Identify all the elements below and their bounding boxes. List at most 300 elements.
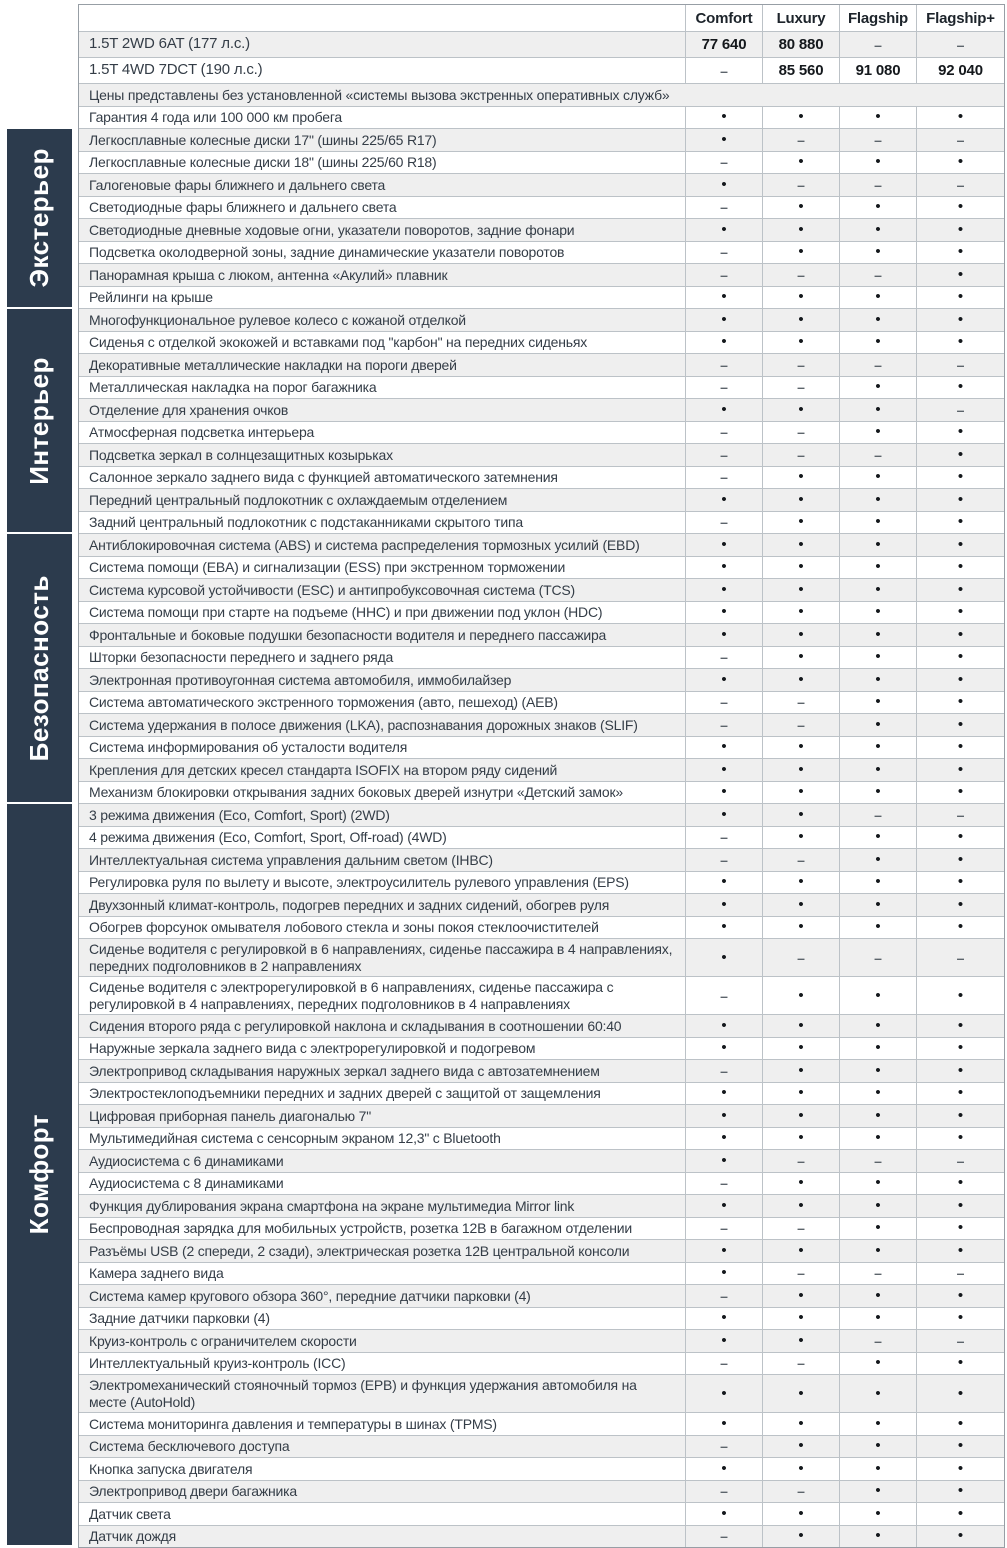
included-dot-icon: • <box>875 198 881 216</box>
included-dot-icon: • <box>721 1504 727 1522</box>
value-cell-flagship-plus <box>917 1481 1004 1503</box>
value-cell-luxury <box>763 242 840 264</box>
included-dot-icon: • <box>875 1414 881 1432</box>
value-cell-luxury <box>763 1105 840 1127</box>
not-available-dash: – <box>874 131 882 148</box>
included-dot-icon: • <box>957 1196 964 1214</box>
included-dot-icon: • <box>875 220 881 238</box>
value-cell-comfort <box>686 264 763 286</box>
not-available-dash: – <box>720 1287 728 1304</box>
included-dot-icon: • <box>957 1219 964 1237</box>
included-dot-icon: • <box>957 1016 964 1034</box>
feature-label: 4 режима движения (Eco, Comfort, Sport, Off-road) (4WD) <box>79 827 686 849</box>
included-dot-icon: • <box>798 805 804 823</box>
spec-row <box>79 354 1004 377</box>
value-cell-comfort <box>686 782 763 804</box>
not-available-dash: – <box>720 829 728 846</box>
feature-label: Крепления для детских кресел стандарта ISOFIX на втором ряду сидений <box>79 759 686 781</box>
included-dot-icon: • <box>875 1384 881 1402</box>
included-dot-icon: • <box>798 1196 804 1214</box>
value-cell-luxury <box>763 1481 840 1503</box>
value-cell-flagship-plus <box>917 557 1004 579</box>
included-dot-icon: • <box>875 490 881 508</box>
value-cell-flagship <box>840 579 917 601</box>
included-dot-icon: • <box>721 1084 727 1102</box>
value-cell-flagship <box>840 714 917 736</box>
value-cell-luxury <box>763 467 840 489</box>
feature-label: Электромеханический стояночный тормоз (EPB) и функция удержания автомобиля на месте (AutoHold) <box>79 1375 686 1412</box>
feature-label: Передний центральный подлокотник с охлаждаемым отделением <box>79 489 686 511</box>
value-cell-flagship <box>840 1038 917 1060</box>
included-dot-icon: • <box>957 1482 964 1500</box>
included-dot-icon: • <box>798 625 804 643</box>
included-dot-icon: • <box>875 1504 881 1522</box>
value-cell-luxury <box>763 174 840 196</box>
included-dot-icon: • <box>957 490 964 508</box>
feature-label: Механизм блокировки открывания задних боковых дверей изнутри «Детский замок» <box>79 782 686 804</box>
value-cell-flagship-plus <box>917 917 1004 939</box>
not-available-dash: – <box>720 851 728 868</box>
included-dot-icon: • <box>875 243 881 261</box>
value-cell-comfort <box>686 1150 763 1172</box>
value-cell-comfort <box>686 1240 763 1262</box>
value-cell-flagship <box>840 1105 917 1127</box>
value-cell-flagship <box>840 1481 917 1503</box>
not-available-dash: – <box>720 199 728 216</box>
value-cell-flagship <box>840 977 917 1014</box>
feature-label: Отделение для хранения очков <box>79 399 686 421</box>
included-dot-icon: • <box>798 580 804 598</box>
spec-row <box>79 849 1004 872</box>
value-cell-flagship-plus <box>917 977 1004 1014</box>
value-cell-flagship-plus <box>917 58 1004 83</box>
spec-row <box>79 602 1004 625</box>
value-cell-flagship-plus <box>917 894 1004 916</box>
spec-row <box>79 977 1004 1015</box>
included-dot-icon: • <box>798 1129 804 1147</box>
feature-label: Шторки безопасности переднего и заднего ряда <box>79 647 686 669</box>
feature-label: Легкосплавные колесные диски 17" (шины 225/65 R17) <box>79 129 686 151</box>
value-cell-flagship <box>840 58 917 83</box>
price-note-row <box>79 84 1004 107</box>
not-available-dash: – <box>956 1265 965 1282</box>
not-available-dash: – <box>720 1062 728 1079</box>
included-dot-icon: • <box>798 1331 804 1349</box>
value-cell-flagship <box>840 399 917 421</box>
feature-label: Обогрев форсунок омывателя лобового стекла и зоны покоя стеклоочистителей <box>79 917 686 939</box>
included-dot-icon: • <box>875 873 881 891</box>
feature-label: Система автоматического экстренного торможения (авто, пешеход) (AEB) <box>79 692 686 714</box>
included-dot-icon: • <box>721 1264 727 1282</box>
value-cell-comfort <box>686 692 763 714</box>
included-dot-icon: • <box>957 1459 964 1477</box>
value-cell-luxury <box>763 1375 840 1412</box>
not-available-dash: – <box>720 694 728 711</box>
spec-row <box>79 917 1004 940</box>
not-available-dash: – <box>797 424 805 441</box>
value-cell-luxury <box>763 107 840 129</box>
value-cell-flagship-plus <box>917 444 1004 466</box>
included-dot-icon: • <box>721 805 727 823</box>
value-cell-comfort <box>686 1060 763 1082</box>
included-dot-icon: • <box>798 243 804 261</box>
included-dot-icon: • <box>957 1354 964 1372</box>
value-cell-luxury <box>763 197 840 219</box>
not-available-dash: – <box>720 1528 728 1545</box>
value-cell-flagship <box>840 894 917 916</box>
value-cell-flagship <box>840 107 917 129</box>
value-cell-luxury <box>763 1330 840 1352</box>
value-cell-flagship-plus <box>917 1038 1004 1060</box>
included-dot-icon: • <box>798 513 804 531</box>
included-dot-icon: • <box>875 1084 881 1102</box>
spec-row <box>79 1458 1004 1481</box>
spec-row <box>79 1105 1004 1128</box>
included-dot-icon: • <box>957 1437 964 1455</box>
value-cell-flagship-plus <box>917 827 1004 849</box>
value-cell-luxury <box>763 1083 840 1105</box>
included-dot-icon: • <box>798 918 804 936</box>
spec-row <box>79 782 1004 805</box>
value-cell-comfort <box>686 1330 763 1352</box>
included-dot-icon: • <box>875 828 881 846</box>
included-dot-icon: • <box>798 310 804 328</box>
value-cell-comfort <box>686 1015 763 1037</box>
not-available-dash: – <box>720 1355 728 1372</box>
value-cell-luxury <box>763 1308 840 1330</box>
included-dot-icon: • <box>721 1196 727 1214</box>
not-available-dash: – <box>874 36 882 53</box>
feature-label: Светодиодные дневные ходовые огни, указатели поворотов, задние фонари <box>79 219 686 241</box>
included-dot-icon: • <box>957 1309 964 1327</box>
spec-row <box>79 512 1004 535</box>
not-available-dash: – <box>720 379 728 396</box>
value-cell-flagship-plus <box>917 32 1004 57</box>
value-cell-luxury <box>763 354 840 376</box>
included-dot-icon: • <box>798 1286 804 1304</box>
value-cell-luxury <box>763 714 840 736</box>
value-cell-comfort <box>686 827 763 849</box>
value-cell-flagship <box>840 849 917 871</box>
value-cell-flagship <box>840 129 917 151</box>
value-cell-flagship-plus <box>917 264 1004 286</box>
included-dot-icon: • <box>957 1286 964 1304</box>
included-dot-icon: • <box>798 1106 804 1124</box>
section-band-interior <box>7 309 72 532</box>
included-dot-icon: • <box>798 153 804 171</box>
feature-label: Светодиодные фары ближнего и дальнего света <box>79 197 686 219</box>
included-dot-icon: • <box>957 1174 964 1192</box>
included-dot-icon: • <box>875 423 881 441</box>
not-available-dash: – <box>797 356 805 373</box>
included-dot-icon: • <box>875 1286 881 1304</box>
value-cell-comfort <box>686 174 763 196</box>
included-dot-icon: • <box>798 1414 804 1432</box>
value-cell-flagship-plus <box>917 1458 1004 1480</box>
included-dot-icon: • <box>798 288 804 306</box>
column-header-luxury: Luxury <box>763 5 840 31</box>
value-cell-luxury <box>763 1038 840 1060</box>
value-cell-luxury <box>763 827 840 849</box>
included-dot-icon: • <box>798 1384 804 1402</box>
not-available-dash: – <box>720 716 728 733</box>
value-cell-flagship <box>840 647 917 669</box>
not-available-dash: – <box>956 806 965 823</box>
value-cell-luxury <box>763 1263 840 1285</box>
value-cell-luxury <box>763 1060 840 1082</box>
value-cell-flagship <box>840 1330 917 1352</box>
included-dot-icon: • <box>721 738 727 756</box>
value-cell-luxury <box>763 759 840 781</box>
spec-row <box>79 827 1004 850</box>
value-cell-comfort <box>686 242 763 264</box>
not-available-dash: – <box>720 424 728 441</box>
value-cell-comfort <box>686 219 763 241</box>
included-dot-icon: • <box>798 535 804 553</box>
included-dot-icon: • <box>957 265 964 283</box>
value-cell-flagship <box>840 1436 917 1458</box>
included-dot-icon: • <box>721 400 727 418</box>
feature-label: Сиденье водителя с регулировкой в 6 направлениях, сиденье пассажира в 4 направлениях, передних подголовников в 2 направлениях <box>79 939 686 976</box>
value-cell-comfort <box>686 579 763 601</box>
not-available-dash: – <box>720 62 728 79</box>
value-cell-comfort <box>686 624 763 646</box>
value-cell-flagship-plus <box>917 737 1004 759</box>
included-dot-icon: • <box>957 873 964 891</box>
value-cell-comfort <box>686 489 763 511</box>
included-dot-icon: • <box>957 670 964 688</box>
not-available-dash: – <box>720 244 728 261</box>
not-available-dash: – <box>720 987 728 1004</box>
spec-row <box>79 444 1004 467</box>
feature-label: Кнопка запуска двигателя <box>79 1458 686 1480</box>
spec-row <box>79 309 1004 332</box>
included-dot-icon: • <box>957 1384 964 1402</box>
value-cell-flagship <box>840 917 917 939</box>
included-dot-icon: • <box>957 445 964 463</box>
value-cell-flagship <box>840 1195 917 1217</box>
value-cell-flagship-plus <box>917 692 1004 714</box>
value-cell-flagship-plus <box>917 1375 1004 1412</box>
value-cell-luxury <box>763 534 840 556</box>
not-available-dash: – <box>797 446 805 463</box>
included-dot-icon: • <box>875 850 881 868</box>
spec-row <box>79 1330 1004 1353</box>
value-cell-comfort <box>686 1083 763 1105</box>
included-dot-icon: • <box>875 535 881 553</box>
value-cell-flagship-plus <box>917 1330 1004 1352</box>
included-dot-icon: • <box>957 693 964 711</box>
value-cell-luxury <box>763 377 840 399</box>
included-dot-icon: • <box>721 1016 727 1034</box>
not-available-dash: – <box>720 154 728 171</box>
spec-row <box>79 242 1004 265</box>
included-dot-icon: • <box>957 648 964 666</box>
value-cell-luxury <box>763 58 840 83</box>
included-dot-icon: • <box>721 1039 727 1057</box>
value-cell-flagship <box>840 624 917 646</box>
not-available-dash: – <box>956 949 965 966</box>
included-dot-icon: • <box>875 1061 881 1079</box>
spec-row <box>79 1083 1004 1106</box>
included-dot-icon: • <box>957 243 964 261</box>
included-dot-icon: • <box>957 760 964 778</box>
value-cell-flagship-plus <box>917 489 1004 511</box>
value-cell-flagship-plus <box>917 1128 1004 1150</box>
section-band-safety <box>7 534 72 802</box>
not-available-dash: – <box>874 266 882 283</box>
included-dot-icon: • <box>798 198 804 216</box>
included-dot-icon: • <box>875 1354 881 1372</box>
value-cell-comfort <box>686 602 763 624</box>
value-cell-flagship-plus <box>917 1150 1004 1172</box>
price-row <box>79 58 1004 84</box>
included-dot-icon: • <box>875 468 881 486</box>
included-dot-icon: • <box>798 648 804 666</box>
not-available-dash: – <box>797 716 805 733</box>
feature-label: Электропривод двери багажника <box>79 1481 686 1503</box>
value-cell-comfort <box>686 1413 763 1435</box>
not-available-dash: – <box>797 1265 805 1282</box>
included-dot-icon: • <box>798 490 804 508</box>
header-row <box>79 5 1004 32</box>
spec-row <box>79 399 1004 422</box>
value-cell-flagship <box>840 1060 917 1082</box>
included-dot-icon: • <box>798 603 804 621</box>
included-dot-icon: • <box>798 1174 804 1192</box>
included-dot-icon: • <box>957 108 964 126</box>
section-label-interior: Интерьер <box>24 356 54 485</box>
value-cell-luxury <box>763 557 840 579</box>
value-cell-comfort <box>686 1038 763 1060</box>
spec-row <box>79 579 1004 602</box>
included-dot-icon: • <box>875 1527 881 1545</box>
not-available-dash: – <box>720 266 728 283</box>
value-cell-luxury <box>763 1285 840 1307</box>
included-dot-icon: • <box>957 603 964 621</box>
included-dot-icon: • <box>957 378 964 396</box>
not-available-dash: – <box>956 1332 965 1349</box>
included-dot-icon: • <box>875 760 881 778</box>
value-cell-flagship <box>840 1353 917 1375</box>
included-dot-icon: • <box>721 1151 727 1169</box>
value-cell-comfort <box>686 1526 763 1548</box>
feature-label: Антиблокировочная система (ABS) и система распределения тормозных усилий (EBD) <box>79 534 686 556</box>
included-dot-icon: • <box>957 1129 964 1147</box>
included-dot-icon: • <box>875 1309 881 1327</box>
value-cell-flagship-plus <box>917 422 1004 444</box>
value-cell-flagship-plus <box>917 669 1004 691</box>
value-cell-comfort <box>686 1503 763 1525</box>
not-available-dash: – <box>797 1152 805 1169</box>
included-dot-icon: • <box>798 738 804 756</box>
included-dot-icon: • <box>721 130 727 148</box>
value-cell-comfort <box>686 309 763 331</box>
value-cell-flagship-plus <box>917 467 1004 489</box>
value-cell-luxury <box>763 1240 840 1262</box>
feature-label: Камера заднего вида <box>79 1263 686 1285</box>
value-cell-luxury <box>763 332 840 354</box>
included-dot-icon: • <box>721 220 727 238</box>
value-cell-luxury <box>763 1150 840 1172</box>
feature-label: Беспроводная зарядка для мобильных устройств, розетка 12В в багажном отделении <box>79 1218 686 1240</box>
value-cell-flagship-plus <box>917 242 1004 264</box>
included-dot-icon: • <box>721 895 727 913</box>
value-cell-comfort <box>686 737 763 759</box>
not-available-dash: – <box>956 401 965 418</box>
value-cell-flagship-plus <box>917 1353 1004 1375</box>
value-cell-flagship <box>840 512 917 534</box>
included-dot-icon: • <box>798 1241 804 1259</box>
value-cell-luxury <box>763 309 840 331</box>
spec-row <box>79 1218 1004 1241</box>
included-dot-icon: • <box>957 986 964 1004</box>
not-available-dash: – <box>797 379 805 396</box>
value-cell-luxury <box>763 444 840 466</box>
value-cell-comfort <box>686 759 763 781</box>
included-dot-icon: • <box>798 1016 804 1034</box>
value-cell-luxury <box>763 894 840 916</box>
feature-label: Интеллектуальный круиз-контроль (ICC) <box>79 1353 686 1375</box>
spec-row <box>79 1128 1004 1151</box>
feature-label: Легкосплавные колесные диски 18" (шины 225/60 R18) <box>79 152 686 174</box>
included-dot-icon: • <box>957 918 964 936</box>
included-dot-icon: • <box>798 108 804 126</box>
feature-label: Задний центральный подлокотник с подстаканниками скрытого типа <box>79 512 686 534</box>
included-dot-icon: • <box>721 175 727 193</box>
included-dot-icon: • <box>798 783 804 801</box>
value-cell-flagship-plus <box>917 107 1004 129</box>
value-cell-flagship-plus <box>917 804 1004 826</box>
value-cell-comfort <box>686 1128 763 1150</box>
value-cell-luxury <box>763 512 840 534</box>
value-cell-luxury <box>763 782 840 804</box>
feature-label: Электронная противоугонная система автомобиля, иммобилайзер <box>79 669 686 691</box>
included-dot-icon: • <box>721 918 727 936</box>
value-cell-comfort <box>686 1285 763 1307</box>
included-dot-icon: • <box>875 513 881 531</box>
value-cell-flagship-plus <box>917 1436 1004 1458</box>
section-label-comfort: Комфорт <box>24 1114 54 1235</box>
value-cell-comfort <box>686 1308 763 1330</box>
included-dot-icon: • <box>957 1084 964 1102</box>
value-cell-luxury <box>763 152 840 174</box>
value-cell-comfort <box>686 534 763 556</box>
included-dot-icon: • <box>798 1061 804 1079</box>
value-cell-flagship <box>840 1240 917 1262</box>
not-available-dash: – <box>874 1332 882 1349</box>
included-dot-icon: • <box>957 580 964 598</box>
value-cell-flagship-plus <box>917 1015 1004 1037</box>
not-available-dash: – <box>720 469 728 486</box>
spec-row <box>79 624 1004 647</box>
value-cell-flagship-plus <box>917 332 1004 354</box>
value-cell-flagship-plus <box>917 534 1004 556</box>
feature-label: Система помощи при старте на подъеме (HHC) и при движении под уклон (HDC) <box>79 602 686 624</box>
included-dot-icon: • <box>957 198 964 216</box>
feature-label: Рейлинги на крыше <box>79 287 686 309</box>
included-dot-icon: • <box>875 1129 881 1147</box>
included-dot-icon: • <box>875 288 881 306</box>
included-dot-icon: • <box>875 603 881 621</box>
spec-row <box>79 1263 1004 1286</box>
feature-label: Задние датчики парковки (4) <box>79 1308 686 1330</box>
included-dot-icon: • <box>721 490 727 508</box>
not-available-dash: – <box>874 356 882 373</box>
value-cell-comfort <box>686 714 763 736</box>
section-label-safety: Безопасность <box>24 574 54 762</box>
included-dot-icon: • <box>721 873 727 891</box>
